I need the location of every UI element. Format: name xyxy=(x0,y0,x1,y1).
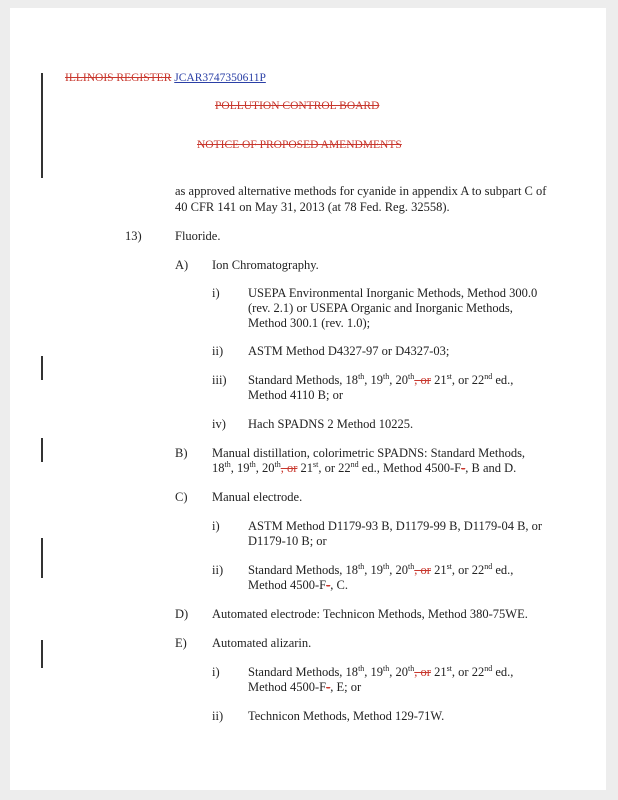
method-line: Method 4500-F-, C. xyxy=(248,578,349,592)
board-header: POLLUTION CONTROL BOARD xyxy=(215,100,380,112)
register-new: JCAR3747350611P xyxy=(174,72,266,84)
change-bar xyxy=(41,538,43,578)
sub-label: Ion Chromatography. xyxy=(212,258,319,272)
sub-letter: D) xyxy=(175,607,189,621)
sub-letter: A) xyxy=(175,258,189,272)
document-page xyxy=(10,8,606,790)
sub-letter: C) xyxy=(175,490,188,504)
method-line: (rev. 2.1) or USEPA Organic and Inorganic Methods, xyxy=(248,301,513,315)
roman-num: i) xyxy=(212,665,220,679)
method-line: 18th, 19th, 20th, or 21st, or 22nd ed., Method 4500-F-, B and D. xyxy=(212,459,517,475)
method-line: Method 300.1 (rev. 1.0); xyxy=(248,316,371,330)
item-number: 13) xyxy=(125,229,142,243)
roman-num: ii) xyxy=(212,563,224,577)
method-line: Automated electrode: Technicon Methods, Method 380-75WE. xyxy=(212,607,528,621)
method-line: Standard Methods, 18th, 19th, 20th, or 21st, or 22nd ed., xyxy=(248,663,514,679)
roman-num: i) xyxy=(212,519,220,533)
change-bar xyxy=(41,73,43,178)
change-bar xyxy=(41,356,43,380)
roman-num: ii) xyxy=(212,344,224,358)
intro-line: as approved alternative methods for cyanide in appendix A to subpart C of xyxy=(175,184,547,198)
roman-num: iii) xyxy=(212,373,227,387)
roman-num: i) xyxy=(212,286,220,300)
item-label: Fluoride. xyxy=(175,229,221,243)
sub-letter: B) xyxy=(175,446,188,460)
method-line: ASTM Method D1179-93 B, D1179-99 B, D1179-04 B, or xyxy=(248,519,543,533)
method-line: Technicon Methods, Method 129-71W. xyxy=(248,709,445,723)
roman-num: ii) xyxy=(212,709,224,723)
change-bar xyxy=(41,438,43,462)
method-line: Method 4500-F-, E; or xyxy=(248,680,362,694)
method-line: USEPA Environmental Inorganic Methods, Method 300.0 xyxy=(248,286,538,300)
register-header xyxy=(65,71,266,87)
method-line: D1179-10 B; or xyxy=(248,534,327,548)
method-line: Manual distillation, colorimetric SPADNS: Standard Methods, xyxy=(212,446,526,460)
method-line: Standard Methods, 18th, 19th, 20th, or 21st, or 22nd ed., xyxy=(248,371,514,387)
method-line: ASTM Method D4327-97 or D4327-03; xyxy=(248,344,450,358)
sub-label: Manual electrode. xyxy=(212,490,303,504)
notice-header: NOTICE OF PROPOSED AMENDMENTS xyxy=(197,139,402,151)
sub-label: Automated alizarin. xyxy=(212,636,312,650)
register-deleted: ILLINOIS REGISTER xyxy=(65,72,172,84)
change-bar xyxy=(41,640,43,668)
intro-line: 40 CFR 141 on May 31, 2013 (at 78 Fed. Reg. 32558). xyxy=(175,200,450,214)
method-line: Hach SPADNS 2 Method 10225. xyxy=(248,417,414,431)
method-line: Standard Methods, 18th, 19th, 20th, or 21st, or 22nd ed., xyxy=(248,561,514,577)
sub-letter: E) xyxy=(175,636,187,650)
roman-num: iv) xyxy=(212,417,226,431)
method-line: Method 4110 B; or xyxy=(248,388,344,402)
